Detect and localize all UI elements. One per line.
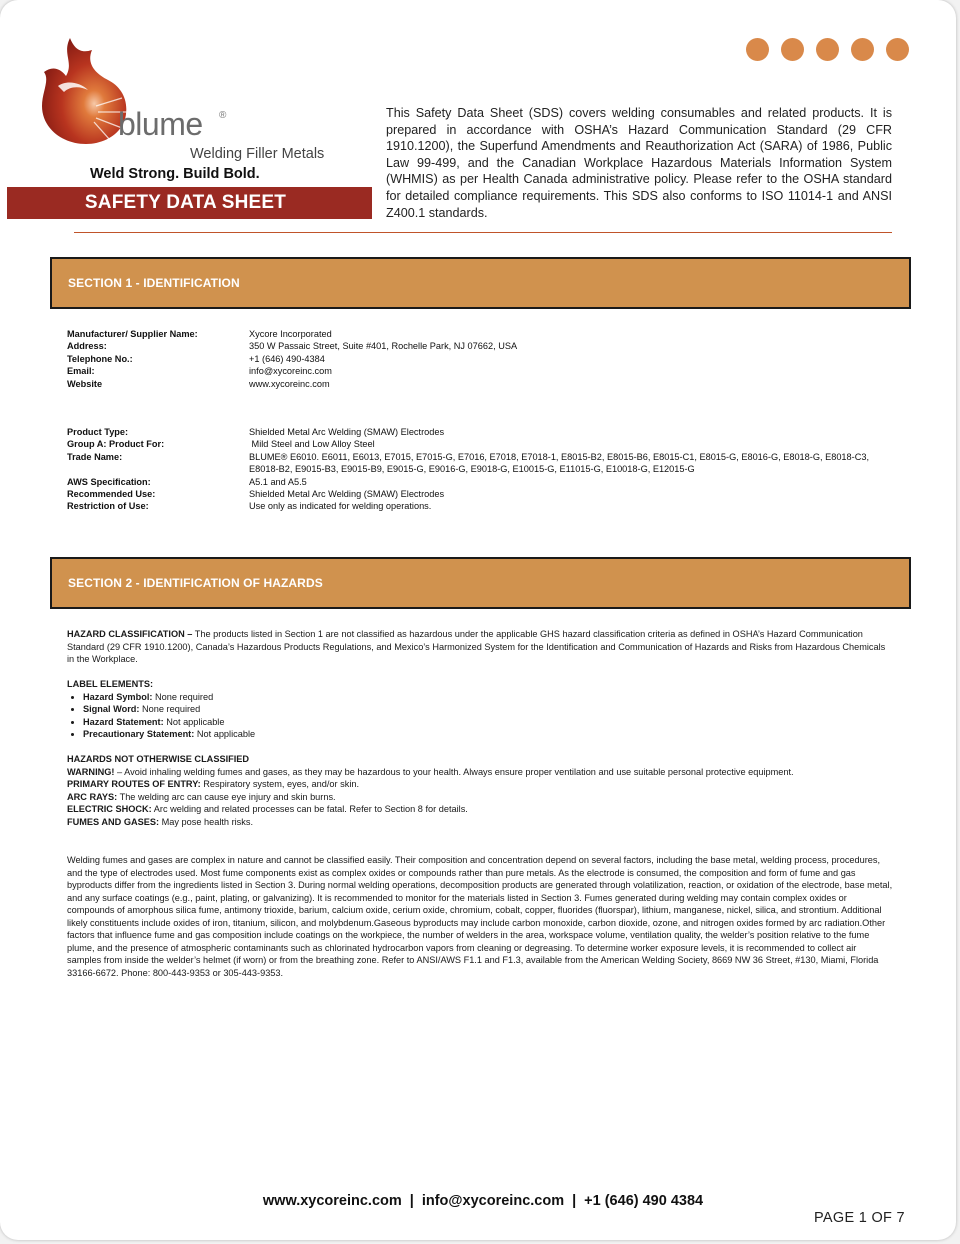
item-value: Not applicable — [194, 729, 256, 739]
intro-paragraph: This Safety Data Sheet (SDS) covers welding consumables and related products. It is prepared in accordance with OSHA’s Hazard Communication Standard (29 CFR 1910.1200), the Superfund Amendments and Reauthorization Act (SARA) of 1986, Public Law 99-499, and the Canadian Workplace Hazardous Materials Information System (WHMIS) as per Health Canada administrative policy. Please refer to the OSHA standard for detailed compliance requirements. This SDS also conforms to ISO 11014-1 and ANSI Z400.1 standards. — [386, 106, 892, 220]
list-item — [83, 716, 893, 729]
item-label: FUMES AND GASES: — [67, 816, 160, 827]
section-2-header: SECTION 2 - IDENTIFICATION OF HAZARDS — [50, 557, 911, 609]
footer-separator: | — [572, 1193, 577, 1209]
kv-row — [67, 426, 897, 438]
item-label: ARC RAYS: — [67, 791, 118, 802]
item-value: Not applicable — [163, 716, 225, 727]
field-value: Xycore Incorporated — [249, 329, 332, 339]
item-value: The welding arc can cause eye injury and skin burns. — [117, 791, 336, 802]
hnoc-title: HAZARDS NOT OTHERWISE CLASSIFIED — [67, 754, 250, 764]
item-value: None required — [152, 691, 214, 702]
field-value: www.xycoreinc.com — [249, 378, 330, 389]
field-value: info@xycoreinc.com — [249, 366, 332, 377]
field-label: Address: — [67, 341, 107, 352]
item-value: Arc welding and related processes can be fatal. Refer to Section 8 for details. — [151, 804, 468, 814]
field-label: Email: — [67, 366, 95, 377]
label-elements-list — [67, 691, 893, 741]
kv-row — [67, 365, 897, 377]
field-label: Trade Name: — [67, 451, 123, 462]
page-number: PAGE 1 OF 7 — [814, 1210, 905, 1226]
logo-wordmark: blume — [118, 106, 203, 142]
kv-row — [67, 328, 897, 340]
footer-phone: +1 (646) 490 4384 — [584, 1193, 704, 1209]
field-label: Restriction of Use: — [67, 501, 149, 512]
hazard-classification — [67, 628, 893, 666]
label-elements-title: LABEL ELEMENTS: — [67, 679, 154, 689]
field-label: AWS Specification: — [67, 476, 151, 487]
label-elements — [67, 678, 893, 741]
list-item — [83, 703, 893, 716]
item-label: Hazard Symbol: — [83, 691, 153, 702]
item-label: PRIMARY ROUTES OF ENTRY: — [67, 779, 201, 789]
field-value: 350 W Passaic Street, Suite #401, Rochelle Park, NJ 07662, USA — [249, 341, 518, 352]
field-label: Telephone No.: — [67, 353, 133, 364]
kv-row — [67, 476, 897, 488]
dot-icon — [816, 38, 839, 61]
field-value: Shielded Metal Arc Welding (SMAW) Electrodes — [249, 489, 445, 500]
item-label: Signal Word: — [83, 704, 140, 714]
item-label: Hazard Statement: — [83, 716, 164, 727]
footer-contact — [0, 1193, 956, 1209]
classification-label: HAZARD CLASSIFICATION – — [67, 629, 193, 639]
field-label: Manufacturer/ Supplier Name: — [67, 329, 198, 339]
field-value: A5.1 and A5.5 — [249, 476, 307, 487]
field-label: Group A: Product For: — [67, 439, 165, 450]
hnoc-line — [67, 791, 893, 804]
hnoc-line — [67, 766, 893, 779]
dot-icon — [851, 38, 874, 61]
fumes-paragraph — [67, 854, 893, 979]
field-value: Shielded Metal Arc Welding (SMAW) Electrodes — [249, 427, 445, 437]
section-1-header: SECTION 1 - IDENTIFICATION — [50, 257, 911, 309]
document-title-banner: SAFETY DATA SHEET — [7, 187, 372, 219]
field-value: Mild Steel and Low Alloy Steel — [249, 439, 375, 450]
field-label: Recommended Use: — [67, 489, 156, 500]
header-divider — [74, 232, 892, 233]
item-value: None required — [139, 704, 201, 714]
company-info — [67, 328, 897, 390]
field-value: Use only as indicated for welding operations. — [249, 501, 432, 512]
field-label: Website — [67, 378, 103, 389]
logo-subtitle: Welding Filler Metals — [190, 146, 325, 162]
list-item — [83, 728, 893, 741]
footer-website: www.xycoreinc.com — [262, 1193, 402, 1209]
classification-text: The products listed in Section 1 are not classified as hazardous under the applicable GHS hazard classification criteria as defined in OSHA’s Hazard Communication Standard (29 CFR 1910.1200), Canada’s Hazardous Products Regulations, and Mexico’s Harmonized System for the Identification and Communication of Hazards and Risks from Hazardous Chemicals in the Workplace. — [67, 629, 886, 664]
hnoc-line — [67, 816, 893, 829]
decorative-dots — [746, 38, 909, 61]
field-value: BLUME® E6010. E6011, E6013, E7015, E7015-G, E7016, E7018, E7018-1, E8015-B2, E8015-B6, E8015-C1, E8015-G, E8016-G, E8018-G, E8018-C3, E8018-B2, E9015-B3, E9015-B9, E9015-G, E9016-G, E9018-G, E10015-G, E11015-G, E10018-G, E12015-G — [249, 451, 870, 475]
dot-icon — [886, 38, 909, 61]
field-label: Product Type: — [67, 427, 129, 437]
list-item — [83, 691, 893, 704]
item-value: Respiratory system, eyes, and/or skin. — [200, 779, 360, 789]
item-label: ELECTRIC SHOCK: — [67, 804, 152, 814]
tagline: Weld Strong. Build Bold. — [90, 166, 260, 182]
footer-separator: | — [409, 1193, 414, 1209]
kv-row — [67, 353, 897, 365]
dot-icon — [746, 38, 769, 61]
kv-row — [67, 378, 897, 390]
hnoc-line — [67, 778, 893, 791]
kv-row — [67, 340, 897, 352]
kv-row — [67, 438, 897, 450]
product-info — [67, 426, 897, 513]
footer-email: info@xycoreinc.com — [421, 1193, 565, 1209]
item-value: – Avoid inhaling welding fumes and gases, as they may be hazardous to your health. Always ensure proper ventilation and use suitable personal protective equipment. — [114, 766, 794, 777]
field-value: +1 (646) 490-4384 — [249, 353, 325, 364]
item-label: WARNING! — [67, 766, 115, 777]
fumes-text: Welding fumes and gases are complex in nature and cannot be classified easily. Their composition and concentration depend on several factors, including the base metal, welding process, procedures, and the type of electrodes used. Most fume components exist as complex oxides or compounds rather than pure metals. As the electrode is consumed, the composition and form of fume and gas byproducts differ from the ingredients listed in Section 3. During normal welding operations, decomposition products are generated through volatilization, reaction, or oxidation of the electrode, base metal, and any surface coatings (e.g., paint, plating, or galvanizing). It is recommended to monitor for the materials listed in Section 3. Fumes generated during welding may contain complex oxides or compounds of amorphous silica fume, antimony trioxide, barium, calcium oxide, cerium oxide, chromium, cobalt, copper, fluorides (fluorspar), lithium, manganese, nickel, silica, and strontium. Additional likely constituents include oxides of iron, titanium, silicon, and molybdenum.Gaseous byproducts may include carbon monoxide, carbon dioxide, ozone, and nitrogen oxides formed by arc radiation.Other factors that influence fume and gas composition include coatings on the workpiece, the number of welders in the area, workspace volume, ventilation quality, the welder’s position relative to the fume plume, and the presence of atmospheric contaminants such as chlorinated hydrocarbon vapors from cleaning or degreasing. To determine worker exposure levels, it is recommended to collect air samples from inside the welder’s helmet (if worn) or from the breathing zone. Refer to ANSI/AWS F1.1 and F1.3, available from the American Welding Society, 8669 NW 36 Street, #130, Miami, Florida 33166-6672. Phone: 800-443-9353 or 305-443-9353. — [67, 855, 893, 978]
hazards-not-otherwise-classified — [67, 753, 893, 828]
item-label: Precautionary Statement: — [83, 729, 195, 739]
hnoc-line — [67, 803, 893, 816]
kv-row — [67, 451, 897, 476]
dot-icon — [781, 38, 804, 61]
kv-row — [67, 500, 897, 512]
item-value: May pose health risks. — [159, 816, 254, 827]
kv-row — [67, 488, 897, 500]
registered-mark: ® — [219, 110, 227, 121]
